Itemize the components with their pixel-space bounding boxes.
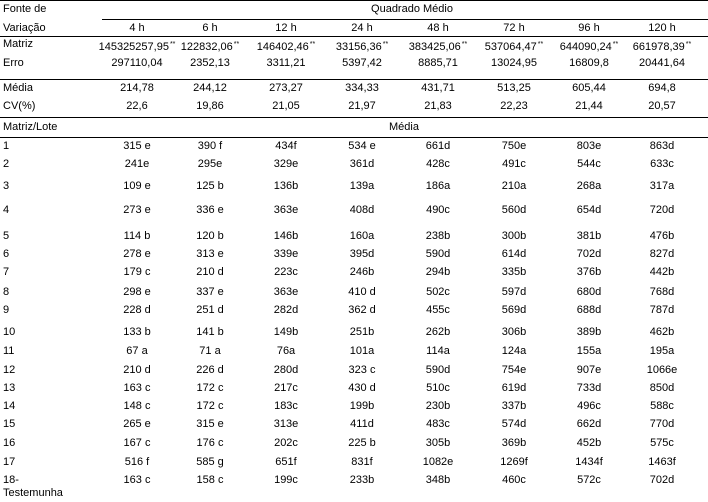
stats-cell: 431,71 bbox=[421, 82, 455, 94]
hour-column-header: 72 h bbox=[503, 22, 525, 34]
table-cell: 1269f bbox=[500, 456, 528, 468]
table-cell: 491c bbox=[502, 158, 526, 170]
table-cell: 238b bbox=[425, 230, 451, 242]
table-cell: 569d bbox=[501, 304, 527, 316]
anova-cell bbox=[485, 38, 543, 54]
matriz-row-label: 5 bbox=[3, 230, 10, 242]
anova-value: 122832,06 bbox=[180, 41, 233, 53]
table-cell: 172 c bbox=[196, 400, 224, 412]
table-cell: 109 e bbox=[123, 180, 151, 192]
stats-rule bbox=[0, 117, 708, 118]
stats-row-label: CV(%) bbox=[3, 100, 36, 112]
table-cell: 329e bbox=[273, 158, 299, 170]
table-cell: 251 d bbox=[196, 304, 224, 316]
table-cell: 202c bbox=[274, 437, 298, 449]
stats-cell: 21,97 bbox=[348, 100, 376, 112]
stats-cell: 605,44 bbox=[572, 82, 606, 94]
table-cell: 462b bbox=[649, 326, 675, 338]
stats-cell: 19,86 bbox=[196, 100, 224, 112]
table-cell: 428c bbox=[426, 158, 450, 170]
hour-column-header: 6 h bbox=[202, 22, 218, 34]
table-cell: 246b bbox=[349, 266, 375, 278]
table-cell: 278 e bbox=[123, 248, 151, 260]
anova-cell: 16809,8 bbox=[569, 57, 609, 69]
table-cell: 305b bbox=[425, 437, 451, 449]
significance-mark: ** bbox=[685, 41, 692, 48]
table-cell: 534 e bbox=[348, 140, 376, 152]
table-cell: 1066e bbox=[646, 364, 678, 376]
significance-mark: ** bbox=[461, 41, 468, 48]
table-cell: 199c bbox=[274, 474, 298, 486]
table-cell: 590d bbox=[425, 364, 451, 376]
table-cell: 160a bbox=[349, 230, 375, 242]
table-cell: 114a bbox=[426, 345, 450, 357]
table-cell: 139a bbox=[349, 180, 375, 192]
table-cell: 411d bbox=[350, 418, 374, 430]
table-cell: 149b bbox=[273, 326, 299, 338]
anova-value: 33156,36 bbox=[335, 41, 382, 53]
table-cell: 654d bbox=[576, 204, 602, 216]
table-cell: 158 c bbox=[196, 474, 224, 486]
anova-value: 644090,24 bbox=[559, 41, 612, 53]
table-cell: 390 f bbox=[197, 140, 223, 152]
significance-mark: ** bbox=[309, 41, 316, 48]
stats-cell: 273,27 bbox=[269, 82, 303, 94]
table-cell: 125 b bbox=[196, 180, 224, 192]
stats-cell: 21,44 bbox=[575, 100, 603, 112]
table-cell: 300b bbox=[501, 230, 527, 242]
table-cell: 114 b bbox=[123, 230, 151, 242]
table-cell: 313e bbox=[273, 418, 299, 430]
table-cell: 262b bbox=[425, 326, 451, 338]
table-cell: 172 c bbox=[196, 382, 224, 394]
matriz-row-label: 8 bbox=[3, 286, 10, 298]
table-cell: 199b bbox=[349, 400, 375, 412]
table-cell: 476b bbox=[649, 230, 675, 242]
anova-cell bbox=[181, 38, 239, 54]
matriz-row-label: 13 bbox=[3, 382, 16, 394]
table-cell: 76a bbox=[276, 345, 296, 357]
table-cell: 294b bbox=[425, 266, 451, 278]
table-cell: 210 d bbox=[123, 364, 151, 376]
table-cell: 217c bbox=[274, 382, 298, 394]
table-cell: 787d bbox=[649, 304, 675, 316]
table-cell: 337 e bbox=[196, 286, 224, 298]
table-cell: 574d bbox=[501, 418, 527, 430]
quadrado-medio-underline bbox=[102, 19, 708, 20]
matriz-lote-label: Matriz/Lote bbox=[3, 121, 58, 133]
table-cell: 662d bbox=[576, 418, 602, 430]
stats-cell: 21,05 bbox=[272, 100, 300, 112]
table-cell: 141 b bbox=[196, 326, 224, 338]
table-cell: 434f bbox=[275, 140, 297, 152]
table-cell: 163 c bbox=[123, 382, 151, 394]
table-cell: 295e bbox=[197, 158, 223, 170]
table-cell: 614d bbox=[501, 248, 527, 260]
table-cell: 306b bbox=[501, 326, 527, 338]
table-cell: 315 e bbox=[123, 140, 151, 152]
table-cell: 195a bbox=[649, 345, 675, 357]
anova-value: 145325257,95 bbox=[98, 41, 169, 53]
table-cell: 337b bbox=[501, 400, 527, 412]
matriz-row-label: 1 bbox=[3, 140, 10, 152]
table-cell: 155a bbox=[576, 345, 602, 357]
table-cell: 733d bbox=[576, 382, 602, 394]
table-cell: 228 d bbox=[123, 304, 151, 316]
table-cell: 754e bbox=[501, 364, 527, 376]
variacao-label: Variação bbox=[3, 22, 46, 34]
table-cell: 510c bbox=[426, 382, 450, 394]
table-cell: 183c bbox=[274, 400, 298, 412]
anova-cell: 8885,71 bbox=[418, 57, 458, 69]
table-cell: 230b bbox=[425, 400, 451, 412]
table-cell: 803e bbox=[576, 140, 602, 152]
table-cell: 389b bbox=[576, 326, 602, 338]
table-cell: 1463f bbox=[648, 456, 676, 468]
hour-column-header: 120 h bbox=[648, 22, 676, 34]
table-cell: 339e bbox=[273, 248, 299, 260]
media-section-title: Média bbox=[389, 121, 419, 133]
table-cell: 768d bbox=[649, 286, 675, 298]
table-cell: 71 a bbox=[199, 345, 221, 357]
table-cell: 210a bbox=[501, 180, 527, 192]
table-cell: 907e bbox=[576, 364, 602, 376]
hour-column-header: 48 h bbox=[427, 22, 449, 34]
significance-mark: ** bbox=[169, 41, 176, 48]
table-cell: 251b bbox=[349, 326, 375, 338]
table-cell: 376b bbox=[576, 266, 602, 278]
table-cell: 268a bbox=[576, 180, 602, 192]
significance-mark: ** bbox=[612, 41, 619, 48]
anova-cell bbox=[257, 38, 315, 54]
table-cell: 186a bbox=[425, 180, 451, 192]
table-cell: 770d bbox=[649, 418, 675, 430]
matriz-row-label: 11 bbox=[3, 345, 15, 357]
section-rule bbox=[0, 137, 708, 138]
table-cell: 179 c bbox=[123, 266, 151, 278]
table-cell: 688d bbox=[576, 304, 602, 316]
table-cell: 430 d bbox=[348, 382, 376, 394]
table-cell: 455c bbox=[426, 304, 450, 316]
table-cell: 67 a bbox=[126, 345, 148, 357]
table-cell: 560d bbox=[501, 204, 527, 216]
table-cell: 651f bbox=[275, 456, 297, 468]
matriz-row-label: 9 bbox=[3, 304, 10, 316]
table-cell: 720d bbox=[649, 204, 675, 216]
table-cell: 315 e bbox=[196, 418, 224, 430]
table-cell: 1434f bbox=[575, 456, 603, 468]
stats-cell: 20,57 bbox=[648, 100, 676, 112]
anova-cell bbox=[99, 38, 176, 54]
anova-cell: 5397,42 bbox=[342, 57, 382, 69]
anova-rule bbox=[0, 79, 708, 80]
anova-cell bbox=[336, 38, 388, 54]
table-cell: 280d bbox=[273, 364, 299, 376]
table-cell: 831f bbox=[351, 456, 373, 468]
anova-value: 661978,39 bbox=[632, 41, 685, 53]
table-cell: 348b bbox=[425, 474, 451, 486]
table-cell: 452b bbox=[576, 437, 602, 449]
table-cell: 361d bbox=[349, 158, 375, 170]
table-cell: 226 d bbox=[196, 364, 224, 376]
table-cell: 619d bbox=[501, 382, 527, 394]
table-cell: 282d bbox=[273, 304, 299, 316]
matriz-row-label: 6 bbox=[3, 248, 10, 260]
top-rule bbox=[0, 0, 708, 1]
table-cell: 146b bbox=[273, 230, 299, 242]
significance-mark: ** bbox=[233, 41, 240, 48]
table-cell: 702d bbox=[649, 474, 675, 486]
table-cell: 120 b bbox=[196, 230, 224, 242]
significance-mark: ** bbox=[537, 41, 544, 48]
matriz-row-label: 7 bbox=[3, 266, 10, 278]
stats-cell: 22,6 bbox=[126, 100, 148, 112]
table-cell: 124a bbox=[501, 345, 527, 357]
table-cell: 575c bbox=[650, 437, 674, 449]
hour-column-header: 12 h bbox=[275, 22, 297, 34]
matriz-row-label: 14 bbox=[3, 400, 16, 412]
table-cell: 850d bbox=[649, 382, 675, 394]
table-cell: 101a bbox=[349, 345, 375, 357]
header-rule bbox=[0, 36, 708, 37]
table-cell: 362 d bbox=[348, 304, 376, 316]
table-cell: 496c bbox=[577, 400, 601, 412]
table-cell: 395d bbox=[349, 248, 375, 260]
table-cell: 298 e bbox=[123, 286, 151, 298]
table-cell: 597d bbox=[501, 286, 527, 298]
table-cell: 265 e bbox=[123, 418, 151, 430]
table-cell: 750e bbox=[501, 140, 527, 152]
matriz-row-label: 2 bbox=[3, 158, 10, 170]
table-cell: 516 f bbox=[124, 456, 150, 468]
matriz-row-label-cont: Testemunha bbox=[3, 487, 63, 499]
table-cell: 442b bbox=[649, 266, 675, 278]
matriz-row-label: 15 bbox=[3, 418, 16, 430]
stats-cell: 214,78 bbox=[120, 82, 154, 94]
anova-cell: 3311,21 bbox=[266, 57, 306, 69]
quadrado-medio-heading: Quadrado Médio bbox=[371, 3, 453, 15]
table-cell: 133 b bbox=[123, 326, 151, 338]
table-cell: 313 e bbox=[196, 248, 224, 260]
matriz-row-label: 3 bbox=[3, 180, 10, 192]
stats-cell: 21,83 bbox=[424, 100, 452, 112]
table-cell: 335b bbox=[501, 266, 527, 278]
stats-cell: 22,23 bbox=[500, 100, 528, 112]
table-cell: 863d bbox=[649, 140, 675, 152]
table-cell: 167 c bbox=[123, 437, 151, 449]
table-cell: 233b bbox=[349, 474, 375, 486]
table-cell: 410 d bbox=[348, 286, 376, 298]
anova-cell: 13024,95 bbox=[491, 57, 537, 69]
table-cell: 336 e bbox=[196, 204, 224, 216]
anova-cell: 20441,64 bbox=[639, 57, 685, 69]
anova-cell bbox=[409, 38, 467, 54]
anova-cell bbox=[560, 38, 618, 54]
table-cell: 661d bbox=[425, 140, 451, 152]
anova-value: 537064,47 bbox=[484, 41, 537, 53]
anova-row-label: Erro bbox=[3, 57, 24, 69]
table-cell: 572c bbox=[577, 474, 601, 486]
significance-mark: ** bbox=[382, 41, 389, 48]
table-cell: 223c bbox=[274, 266, 298, 278]
table-cell: 317a bbox=[649, 180, 675, 192]
table-cell: 241e bbox=[124, 158, 150, 170]
matriz-row-label: 16 bbox=[3, 437, 16, 449]
matriz-row-label: 12 bbox=[3, 364, 16, 376]
table-cell: 483c bbox=[426, 418, 450, 430]
hour-column-header: 4 h bbox=[129, 22, 145, 34]
hour-column-header: 96 h bbox=[578, 22, 600, 34]
table-cell: 136b bbox=[273, 180, 299, 192]
table-cell: 408d bbox=[349, 204, 375, 216]
anova-cell bbox=[633, 38, 691, 54]
matriz-row-label: 17 bbox=[3, 456, 16, 468]
stats-row-label: Média bbox=[3, 82, 33, 94]
table-cell: 225 b bbox=[348, 437, 376, 449]
table-cell: 585 g bbox=[196, 456, 224, 468]
table-cell: 163 c bbox=[123, 474, 151, 486]
table-cell: 1082e bbox=[422, 456, 454, 468]
table-cell: 460c bbox=[502, 474, 526, 486]
stats-cell: 694,8 bbox=[648, 82, 676, 94]
table-cell: 490c bbox=[426, 204, 450, 216]
stats-cell: 244,12 bbox=[193, 82, 227, 94]
table-cell: 588c bbox=[650, 400, 674, 412]
table-cell: 544c bbox=[577, 158, 601, 170]
fonte-label: Fonte de bbox=[3, 3, 47, 15]
table-cell: 590d bbox=[425, 248, 451, 260]
matriz-row-label: 10 bbox=[3, 326, 16, 338]
anova-value: 383425,06 bbox=[408, 41, 461, 53]
anova-row-label: Matriz bbox=[3, 38, 33, 50]
table-cell: 323 c bbox=[348, 364, 376, 376]
table-cell: 148 c bbox=[123, 400, 151, 412]
anova-cell: 2352,13 bbox=[190, 57, 230, 69]
table-cell: 363e bbox=[273, 286, 299, 298]
table-cell: 702d bbox=[576, 248, 602, 260]
table-cell: 363e bbox=[273, 204, 299, 216]
table-cell: 176 c bbox=[196, 437, 224, 449]
table-cell: 369b bbox=[501, 437, 527, 449]
stats-cell: 334,33 bbox=[345, 82, 379, 94]
stats-cell: 513,25 bbox=[497, 82, 531, 94]
table-cell: 502c bbox=[426, 286, 450, 298]
hour-column-header: 24 h bbox=[351, 22, 373, 34]
matriz-row-label: 4 bbox=[3, 204, 10, 216]
table-cell: 210 d bbox=[196, 266, 224, 278]
anova-cell: 297110,04 bbox=[111, 57, 163, 69]
table-cell: 633c bbox=[650, 158, 674, 170]
table-cell: 827d bbox=[649, 248, 675, 260]
anova-value: 146402,46 bbox=[256, 41, 309, 53]
table-cell: 680d bbox=[576, 286, 602, 298]
table-cell: 273 e bbox=[123, 204, 151, 216]
matriz-row-label: 18- bbox=[3, 474, 19, 486]
table-cell: 381b bbox=[576, 230, 602, 242]
